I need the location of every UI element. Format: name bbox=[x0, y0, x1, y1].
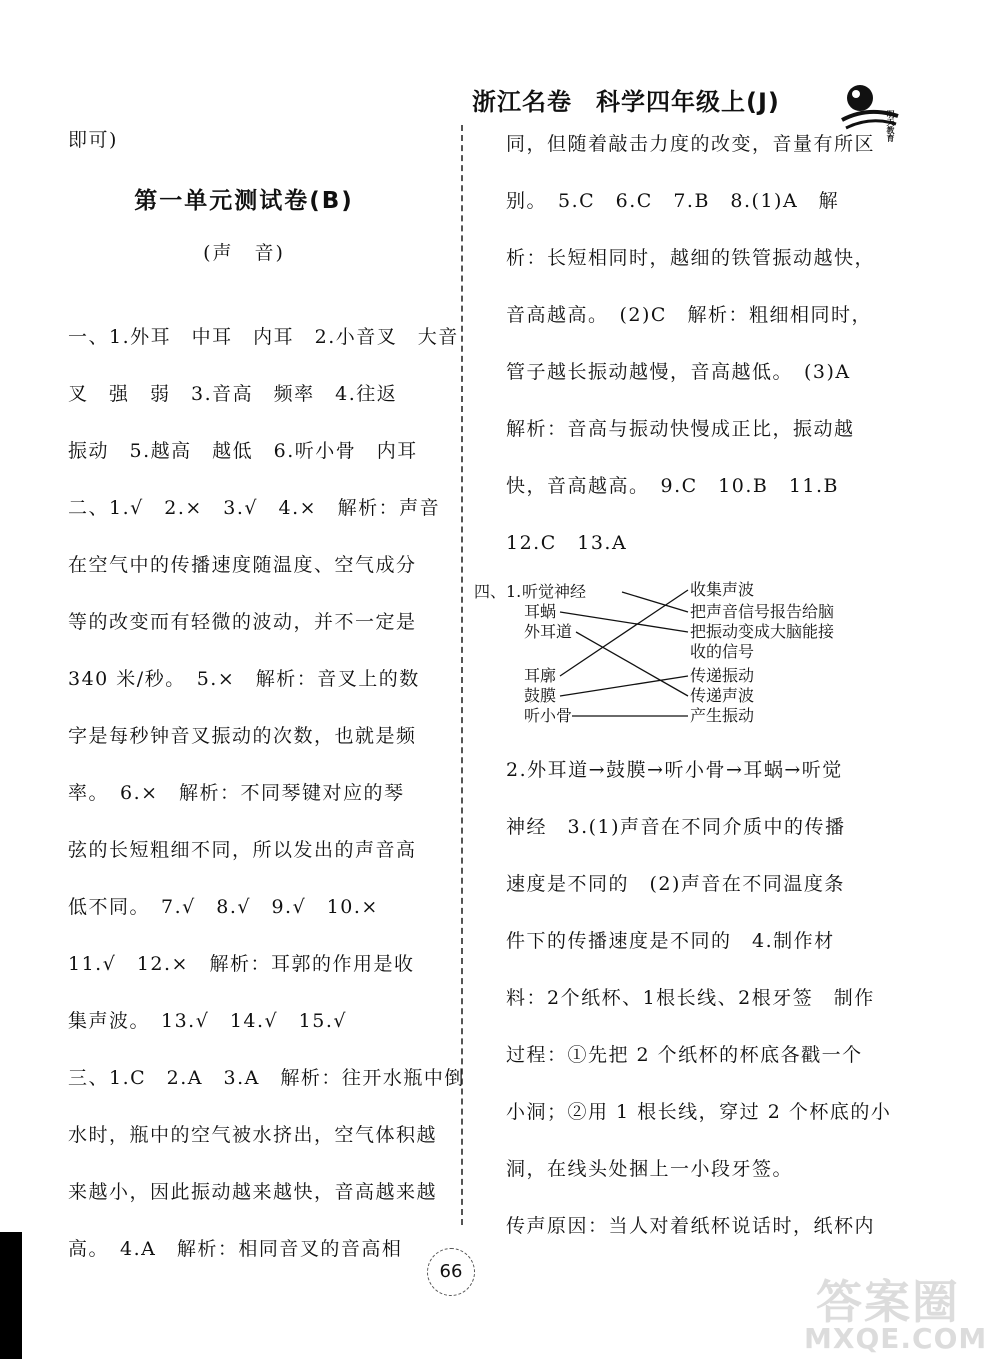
answer-line: 率。 6.× 解析：不同琴键对应的琴 bbox=[68, 782, 405, 804]
page-header bbox=[472, 82, 780, 117]
answer-line: 340 米/秒。 5.× 解析：音叉上的数 bbox=[68, 668, 420, 690]
answer-line: 来越小，因此振动越来越快，音高越来越 bbox=[68, 1181, 438, 1203]
answer-line: 小洞；②用 1 根长线，穿过 2 个杯底的小 bbox=[506, 1101, 892, 1123]
answer-line: 音高越高。 (2)C 解析：粗细相同时， bbox=[506, 304, 872, 326]
answer-line: 速度是不同的 (2)声音在不同温度条 bbox=[506, 873, 845, 895]
match-left-item: 耳廓 bbox=[524, 666, 557, 685]
scan-edge-shadow bbox=[0, 1232, 22, 1359]
match-left-item: 听觉神经 bbox=[522, 582, 587, 601]
answer-line: 等的改变而有轻微的波动，并不一定是 bbox=[68, 611, 417, 633]
answer-line: 12.C 13.A bbox=[506, 532, 628, 554]
match-right-item: 把振动变成大脑能接 bbox=[690, 622, 835, 641]
answer-line: 传声原因：当人对着纸杯说话时，纸杯内 bbox=[506, 1215, 876, 1237]
match-right-item: 把声音信号报告给脑 bbox=[690, 602, 835, 621]
section-subtitle: (声 音) bbox=[203, 242, 285, 264]
section-title: 第一单元测试卷(B) bbox=[134, 188, 354, 214]
answer-line: 别。 5.C 6.C 7.B 8.(1)A 解 bbox=[506, 190, 840, 212]
answer-line: 字是每秒钟音叉振动的次数，也就是频 bbox=[68, 725, 417, 747]
answer-line: 11.√ 12.× 解析：耳郭的作用是收 bbox=[68, 953, 415, 975]
answer-line: 同，但随着敲击力度的改变，音量有所区 bbox=[506, 133, 876, 155]
answer-line: 振动 5.越高 越低 6.听小骨 内耳 bbox=[68, 440, 418, 462]
answer-line: 洞，在线头处捆上一小段牙签。 bbox=[506, 1158, 794, 1180]
ear-matching-diagram bbox=[474, 580, 874, 730]
answer-line: 弦的长短粗细不同，所以发出的声音高 bbox=[68, 839, 417, 861]
answer-line: 集声波。 13.√ 14.√ 15.√ bbox=[68, 1010, 347, 1032]
match-right-item: 收的信号 bbox=[690, 642, 755, 661]
match-left-item: 耳蜗 bbox=[524, 602, 557, 621]
match-right-item: 收集声波 bbox=[690, 580, 755, 599]
left-column bbox=[68, 112, 440, 169]
answer-line: 2.外耳道→鼓膜→听小骨→耳蜗→听觉 bbox=[506, 759, 843, 781]
answer-line: 管子越长振动越慢，音高越低。 (3)A bbox=[506, 361, 851, 383]
header-subject: 科学四年级上(J) bbox=[596, 88, 780, 116]
logo-text: 明天教育 bbox=[886, 110, 895, 142]
answer-line: 水时，瓶中的空气被水挤出，空气体积越 bbox=[68, 1124, 438, 1146]
answer-line: 一、1.外耳 中耳 内耳 2.小音叉 大音 bbox=[68, 326, 459, 348]
answer-line: 在空气中的传播速度随温度、空气成分 bbox=[68, 554, 417, 576]
match-left-item: 听小骨 bbox=[524, 706, 573, 725]
answer-line: 叉 强 弱 3.音高 频率 4.往返 bbox=[68, 383, 398, 405]
match-right-item: 传递振动 bbox=[690, 666, 755, 685]
answer-line: 低不同。 7.√ 8.√ 9.√ 10.× bbox=[68, 896, 379, 918]
intro-line: 即可) bbox=[68, 129, 118, 151]
answer-line: 料：2个纸杯、1根长线、2根牙签 制作 bbox=[506, 987, 875, 1009]
right-answers-continued bbox=[506, 742, 892, 1255]
watermark-url: MXQE.COM bbox=[804, 1322, 988, 1355]
answer-line: 二、1.√ 2.× 3.√ 4.× 解析：声音 bbox=[68, 497, 441, 519]
matching-label: 四、1. bbox=[474, 582, 522, 601]
match-left-item: 外耳道 bbox=[524, 622, 573, 641]
right-answers bbox=[506, 116, 876, 572]
match-right-item: 产生振动 bbox=[690, 706, 755, 725]
match-right-item: 传递声波 bbox=[690, 686, 755, 705]
answer-line: 过程：①先把 2 个纸杯的杯底各戳一个 bbox=[506, 1044, 863, 1066]
answer-line: 解析：音高与振动快慢成正比，振动越 bbox=[506, 418, 855, 440]
page-number: 66 bbox=[427, 1248, 475, 1296]
answer-line: 神经 3.(1)声音在不同介质中的传播 bbox=[506, 816, 846, 838]
answer-line: 快，音高越高。 9.C 10.B 11.B bbox=[506, 475, 840, 497]
match-left-item: 鼓膜 bbox=[524, 686, 557, 705]
answer-line: 三、1.C 2.A 3.A 解析：往开水瓶中倒 bbox=[68, 1067, 465, 1089]
answer-line: 析：长短相同时，越细的铁管振动越快， bbox=[506, 247, 876, 269]
header-series: 浙江名卷 bbox=[472, 88, 572, 116]
answer-line: 件下的传播速度是不同的 4.制作材 bbox=[506, 930, 835, 952]
column-divider bbox=[461, 125, 463, 1225]
watermark-logo: 答案圈 bbox=[816, 1275, 960, 1329]
answer-line: 高。 4.A 解析：相同音叉的音高相 bbox=[68, 1238, 403, 1260]
